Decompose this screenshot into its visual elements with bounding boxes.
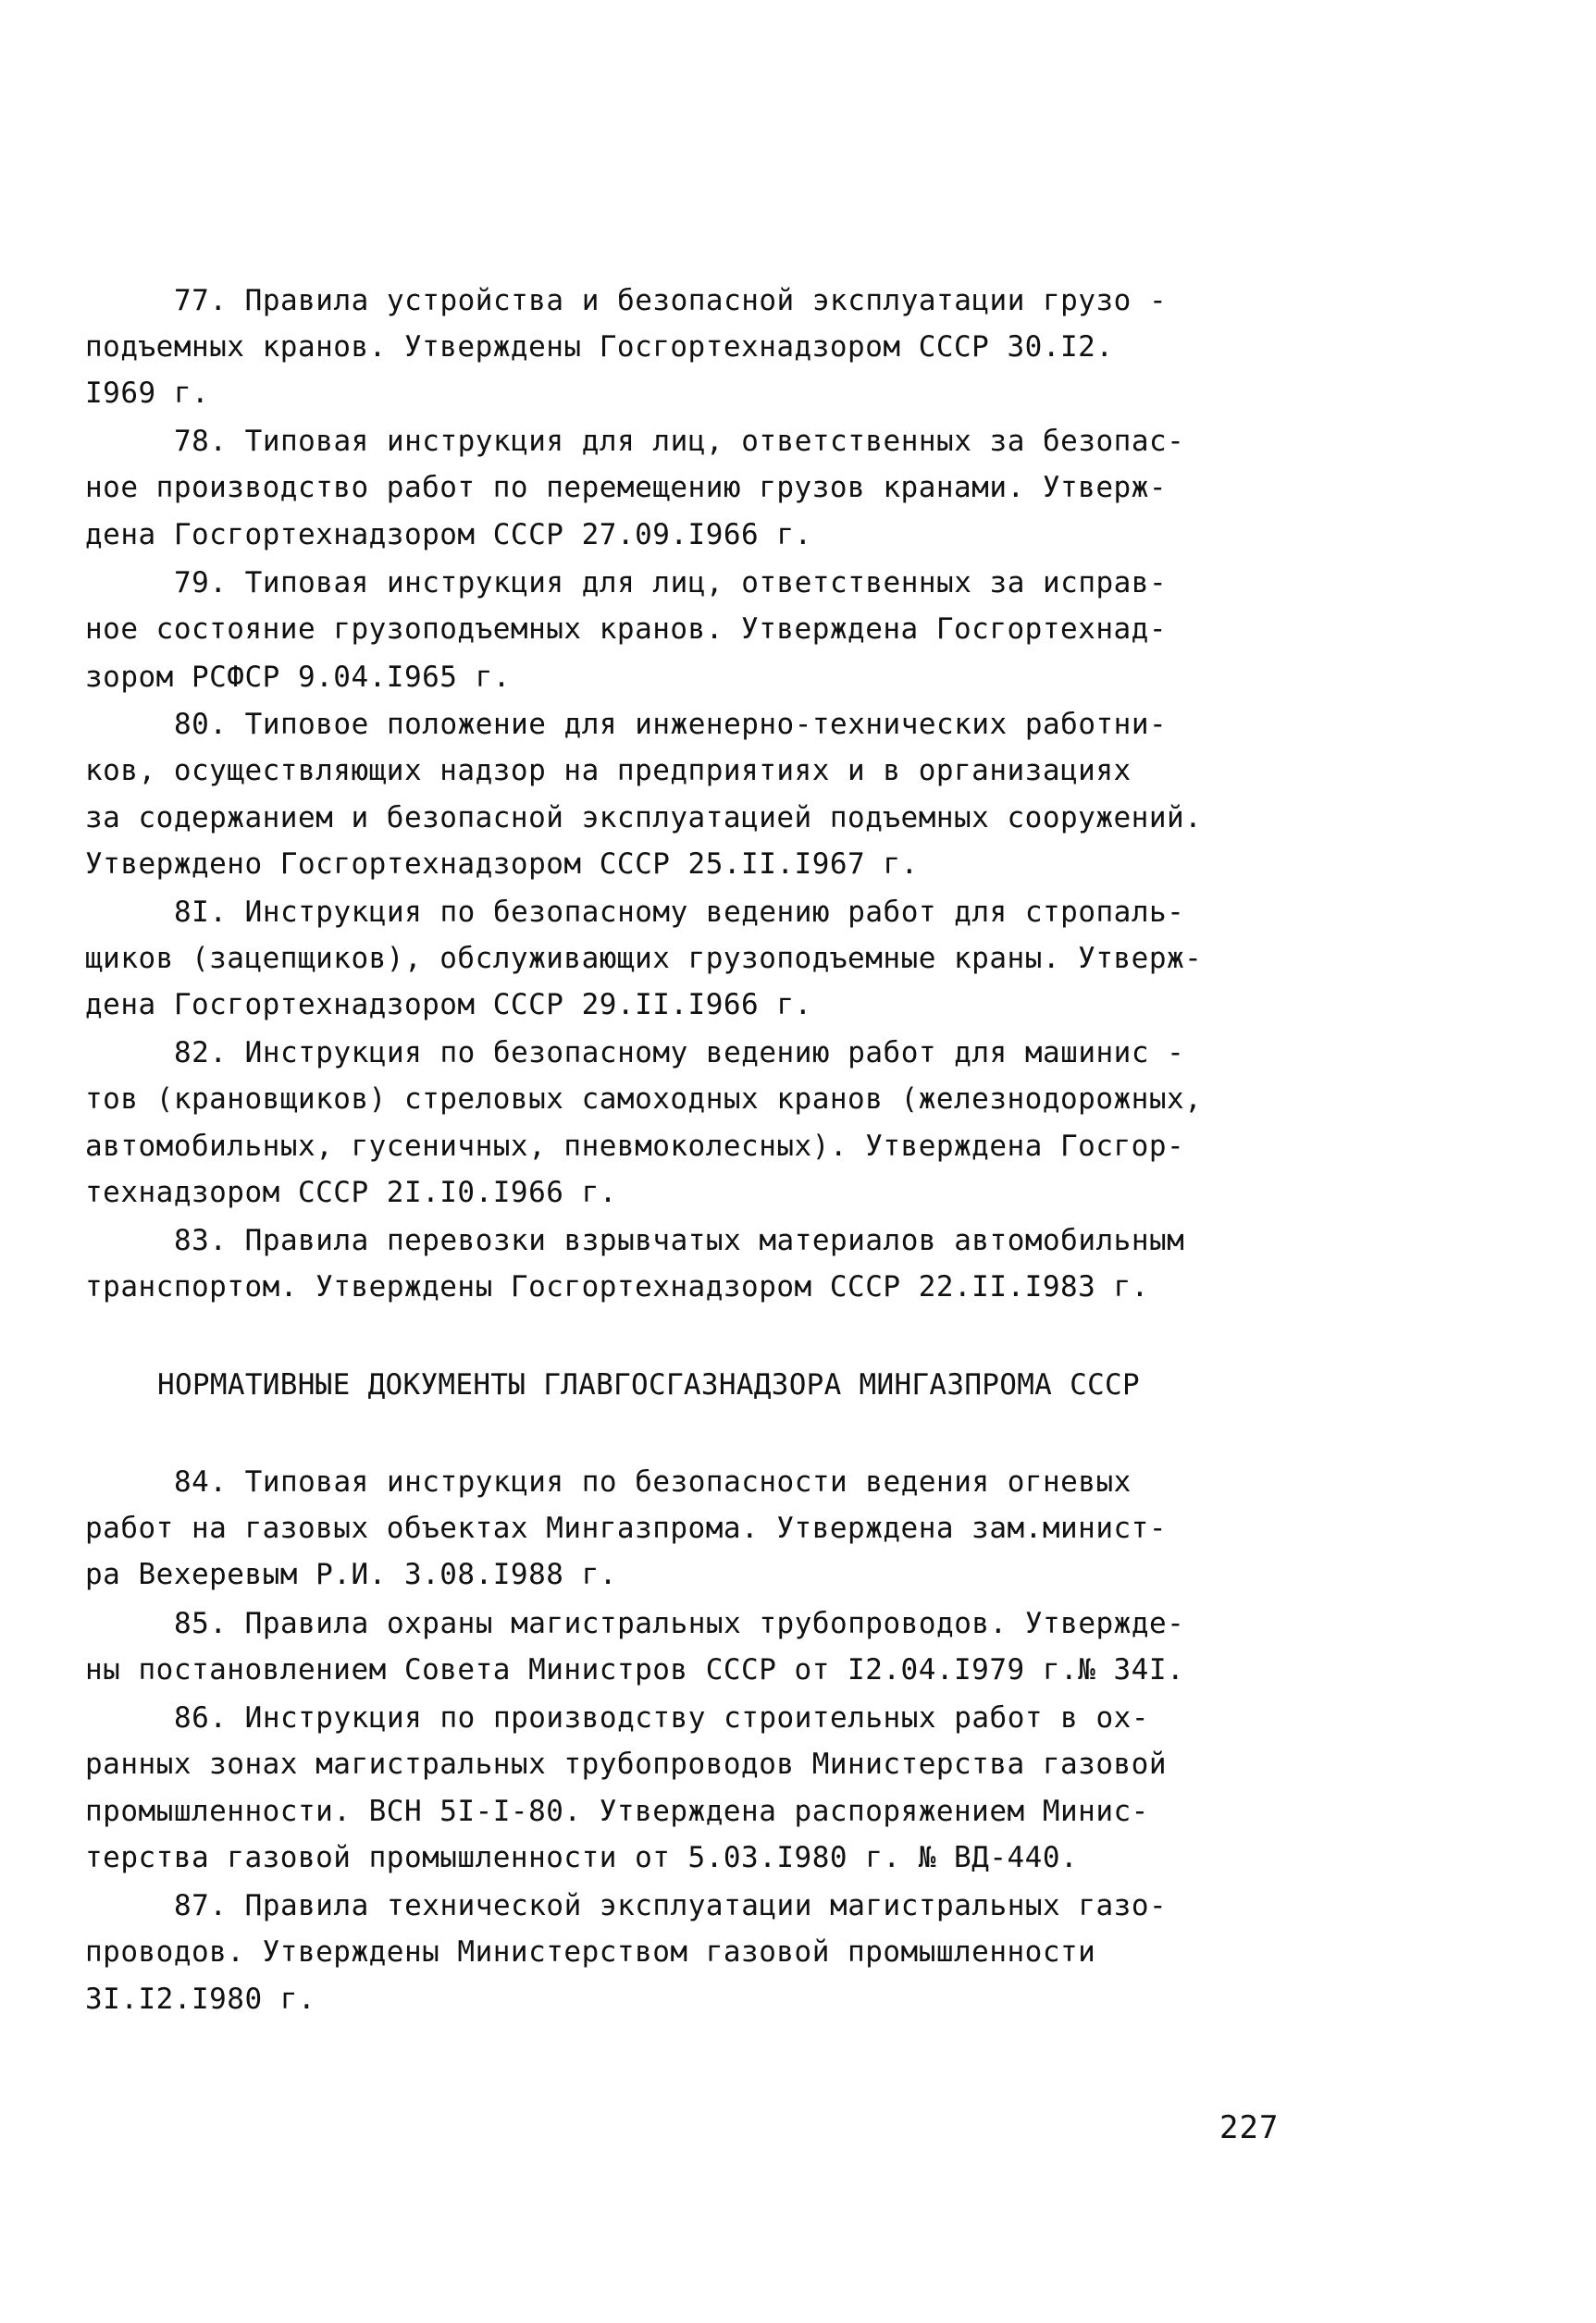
- text-line: 85. Правила охраны магистральных трубопроводов. Утвержде-: [174, 1607, 1185, 1640]
- text-line: ра Вехеревым Р.И. 3.08.I988 г.: [85, 1558, 617, 1591]
- text-line: промышленности. ВСН 5I-I-80. Утверждена распоряжением Минис-: [85, 1795, 1149, 1828]
- text-line: ков, осуществляющих надзор на предприятиях и в организациях: [85, 754, 1132, 787]
- text-line: дена Госгортехнадзором СССР 29.II.I966 г.: [85, 988, 812, 1021]
- text-line: 79. Типовая инструкция для лиц, ответственных за исправ-: [174, 566, 1168, 599]
- text-line: 77. Правила устройства и безопасной эксплуатации грузо -: [174, 284, 1168, 317]
- text-line: технадзором СССР 2I.I0.I966 г.: [85, 1176, 617, 1209]
- text-line: ное состояние грузоподъемных кранов. Утверждена Госгортехнад-: [85, 612, 1167, 646]
- text-line: 87. Правила технической эксплуатации магистральных газо-: [174, 1889, 1168, 1922]
- text-line: автомобильных, гусеничных, пневмоколесных). Утверждена Госгор-: [85, 1130, 1185, 1163]
- text-line: дена Госгортехнадзором СССР 27.09.I966 г.: [85, 518, 812, 551]
- page-number: 227: [1219, 2109, 1280, 2146]
- text-line: 83. Правила перевозки взрывчатых материалов автомобильным: [174, 1224, 1185, 1257]
- text-line: зором РСФСР 9.04.I965 г.: [85, 661, 511, 694]
- text-line: I969 г.: [85, 377, 210, 410]
- text-line: подъемных кранов. Утверждены Госгортехнадзором СССР 30.I2.: [85, 330, 1114, 364]
- text-line: 8I. Инструкция по безопасному ведению работ для стропаль-: [174, 896, 1185, 929]
- text-line: 86. Инструкция по производству строительных работ в ох-: [174, 1701, 1149, 1735]
- text-line: 82. Инструкция по безопасному ведению работ для машинис -: [174, 1036, 1185, 1069]
- text-line: проводов. Утверждены Министерством газовой промышленности: [85, 1935, 1096, 1969]
- text-line: 80. Типовое положение для инженерно-технических работни-: [174, 708, 1168, 741]
- text-line: терства газовой промышленности от 5.03.I980 г. № ВД-440.: [85, 1841, 1079, 1874]
- text-line: ны постановлением Совета Министров СССР от I2.04.I979 г.№ 34I.: [85, 1653, 1185, 1687]
- text-line: 3I.I2.I980 г.: [85, 1983, 316, 2016]
- text-line: за содержанием и безопасной эксплуатацией подъемных сооружений.: [85, 801, 1203, 834]
- section-heading: НОРМАТИВНЫЕ ДОКУМЕНТЫ ГЛАВГОСГАЗНАДЗОРА МИНГАЗПРОМА СССР: [157, 1368, 1140, 1402]
- text-line: 84. Типовая инструкция по безопасности ведения огневых: [174, 1465, 1132, 1499]
- text-line: 78. Типовая инструкция для лиц, ответственных за безопас-: [174, 425, 1185, 458]
- text-line: транспортом. Утверждены Госгортехнадзором СССР 22.II.I983 г.: [85, 1270, 1149, 1304]
- text-line: щиков (зацепщиков), обслуживающих грузоподъемные краны. Утверж-: [85, 942, 1203, 975]
- text-line: работ на газовых объектах Мингазпрома. Утверждена зам.минист-: [85, 1512, 1167, 1545]
- text-line: Утверждено Госгортехнадзором СССР 25.II.I967 г.: [85, 847, 919, 881]
- text-line: ранных зонах магистральных трубопроводов Министерства газовой: [85, 1748, 1167, 1781]
- text-line: тов (крановщиков) стреловых самоходных кранов (железнодорожных,: [85, 1082, 1203, 1116]
- text-line: ное производство работ по перемещению грузов кранами. Утверж-: [85, 471, 1167, 504]
